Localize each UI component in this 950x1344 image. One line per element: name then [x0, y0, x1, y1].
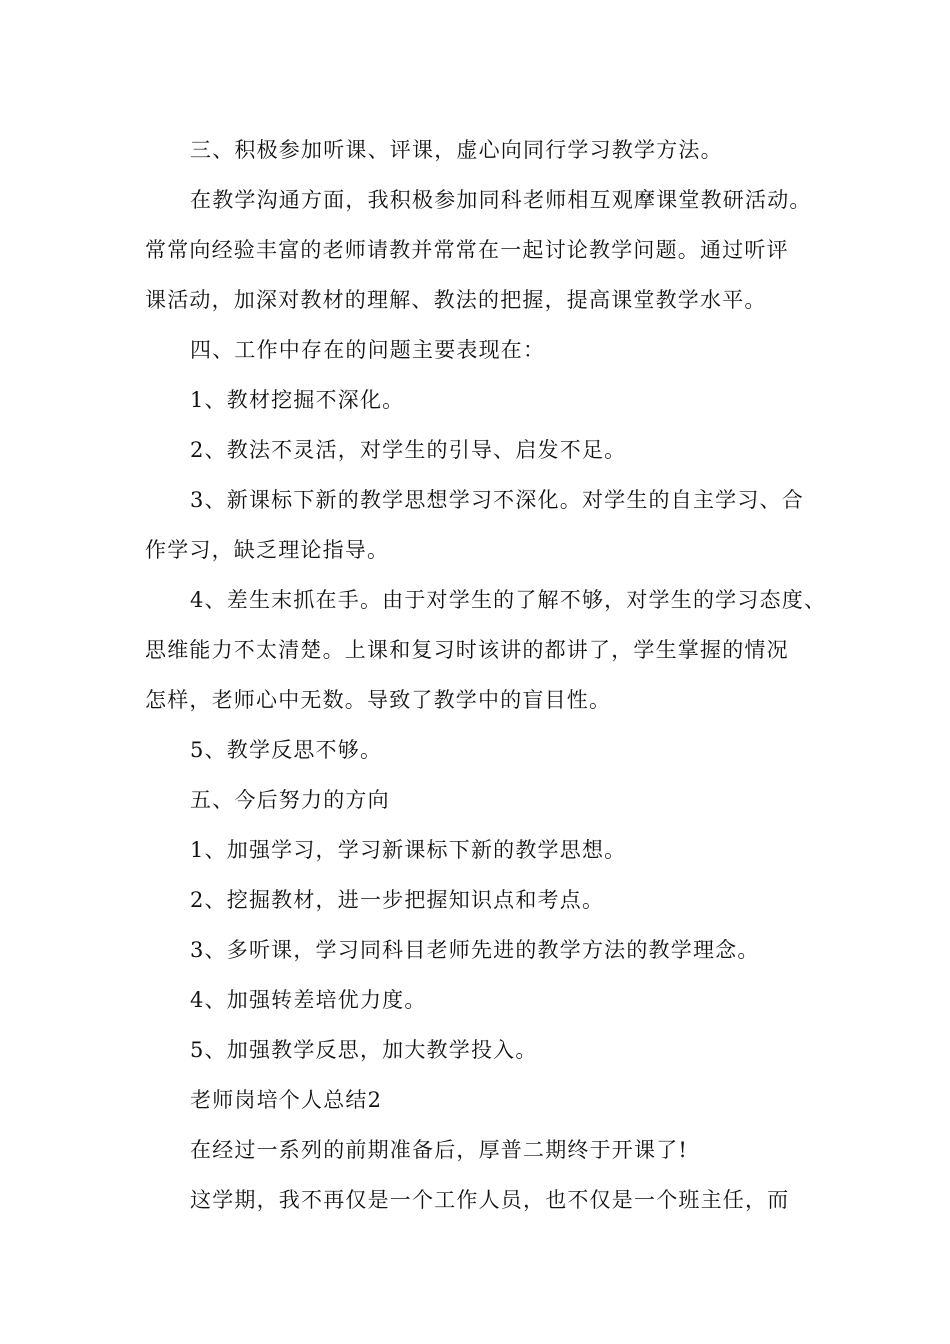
list-item: 3、新课标下新的教学思想学习不深化。对学生的自主学习、合	[190, 488, 804, 512]
paragraph-line: 在经过一系列的前期准备后，厚普二期终于开课了!	[190, 1138, 689, 1162]
list-item: 2、挖掘教材，进一步把握知识点和考点。	[190, 888, 605, 912]
list-item: 3、多听课，学习同科目老师先进的教学方法的教学理念。	[190, 938, 760, 962]
paragraph-line: 这学期，我不再仅是一个工作人员，也不仅是一个班主任，而	[190, 1188, 790, 1212]
list-item-continuation: 思维能力不太清楚。上课和复习时该讲的都讲了，学生掌握的情况	[145, 638, 789, 662]
list-item: 2、教法不灵活，对学生的引导、启发不足。	[190, 438, 627, 462]
paragraph-line: 在教学沟通方面，我积极参加同科老师相互观摩课堂教研活动。	[190, 188, 812, 212]
paragraph-line: 课活动，加深对教材的理解、教法的把握，提高课堂教学水平。	[145, 288, 767, 312]
list-item: 1、教材挖掘不深化。	[190, 388, 405, 412]
section-heading-4: 四、工作中存在的问题主要表现在：	[190, 338, 546, 362]
article-title: 老师岗培个人总结2	[190, 1088, 383, 1112]
list-item: 5、教学反思不够。	[190, 738, 383, 762]
list-item-continuation: 怎样，老师心中无数。导致了教学中的盲目性。	[145, 688, 612, 712]
list-item: 1、加强学习，学习新课标下新的教学思想。	[190, 838, 627, 862]
list-item: 5、加强教学反思，加大教学投入。	[190, 1038, 538, 1062]
section-heading-5: 五、今后努力的方向	[190, 788, 390, 812]
section-heading-3: 三、积极参加听课、评课，虚心向同行学习教学方法。	[190, 138, 723, 162]
list-item: 4、差生末抓在手。由于对学生的了解不够，对学生的学习态度、	[190, 588, 827, 612]
list-item-continuation: 作学习，缺乏理论指导。	[145, 538, 390, 562]
list-item: 4、加强转差培优力度。	[190, 988, 427, 1012]
paragraph-line: 常常向经验丰富的老师请教并常常在一起讨论教学问题。通过听评	[145, 238, 789, 262]
